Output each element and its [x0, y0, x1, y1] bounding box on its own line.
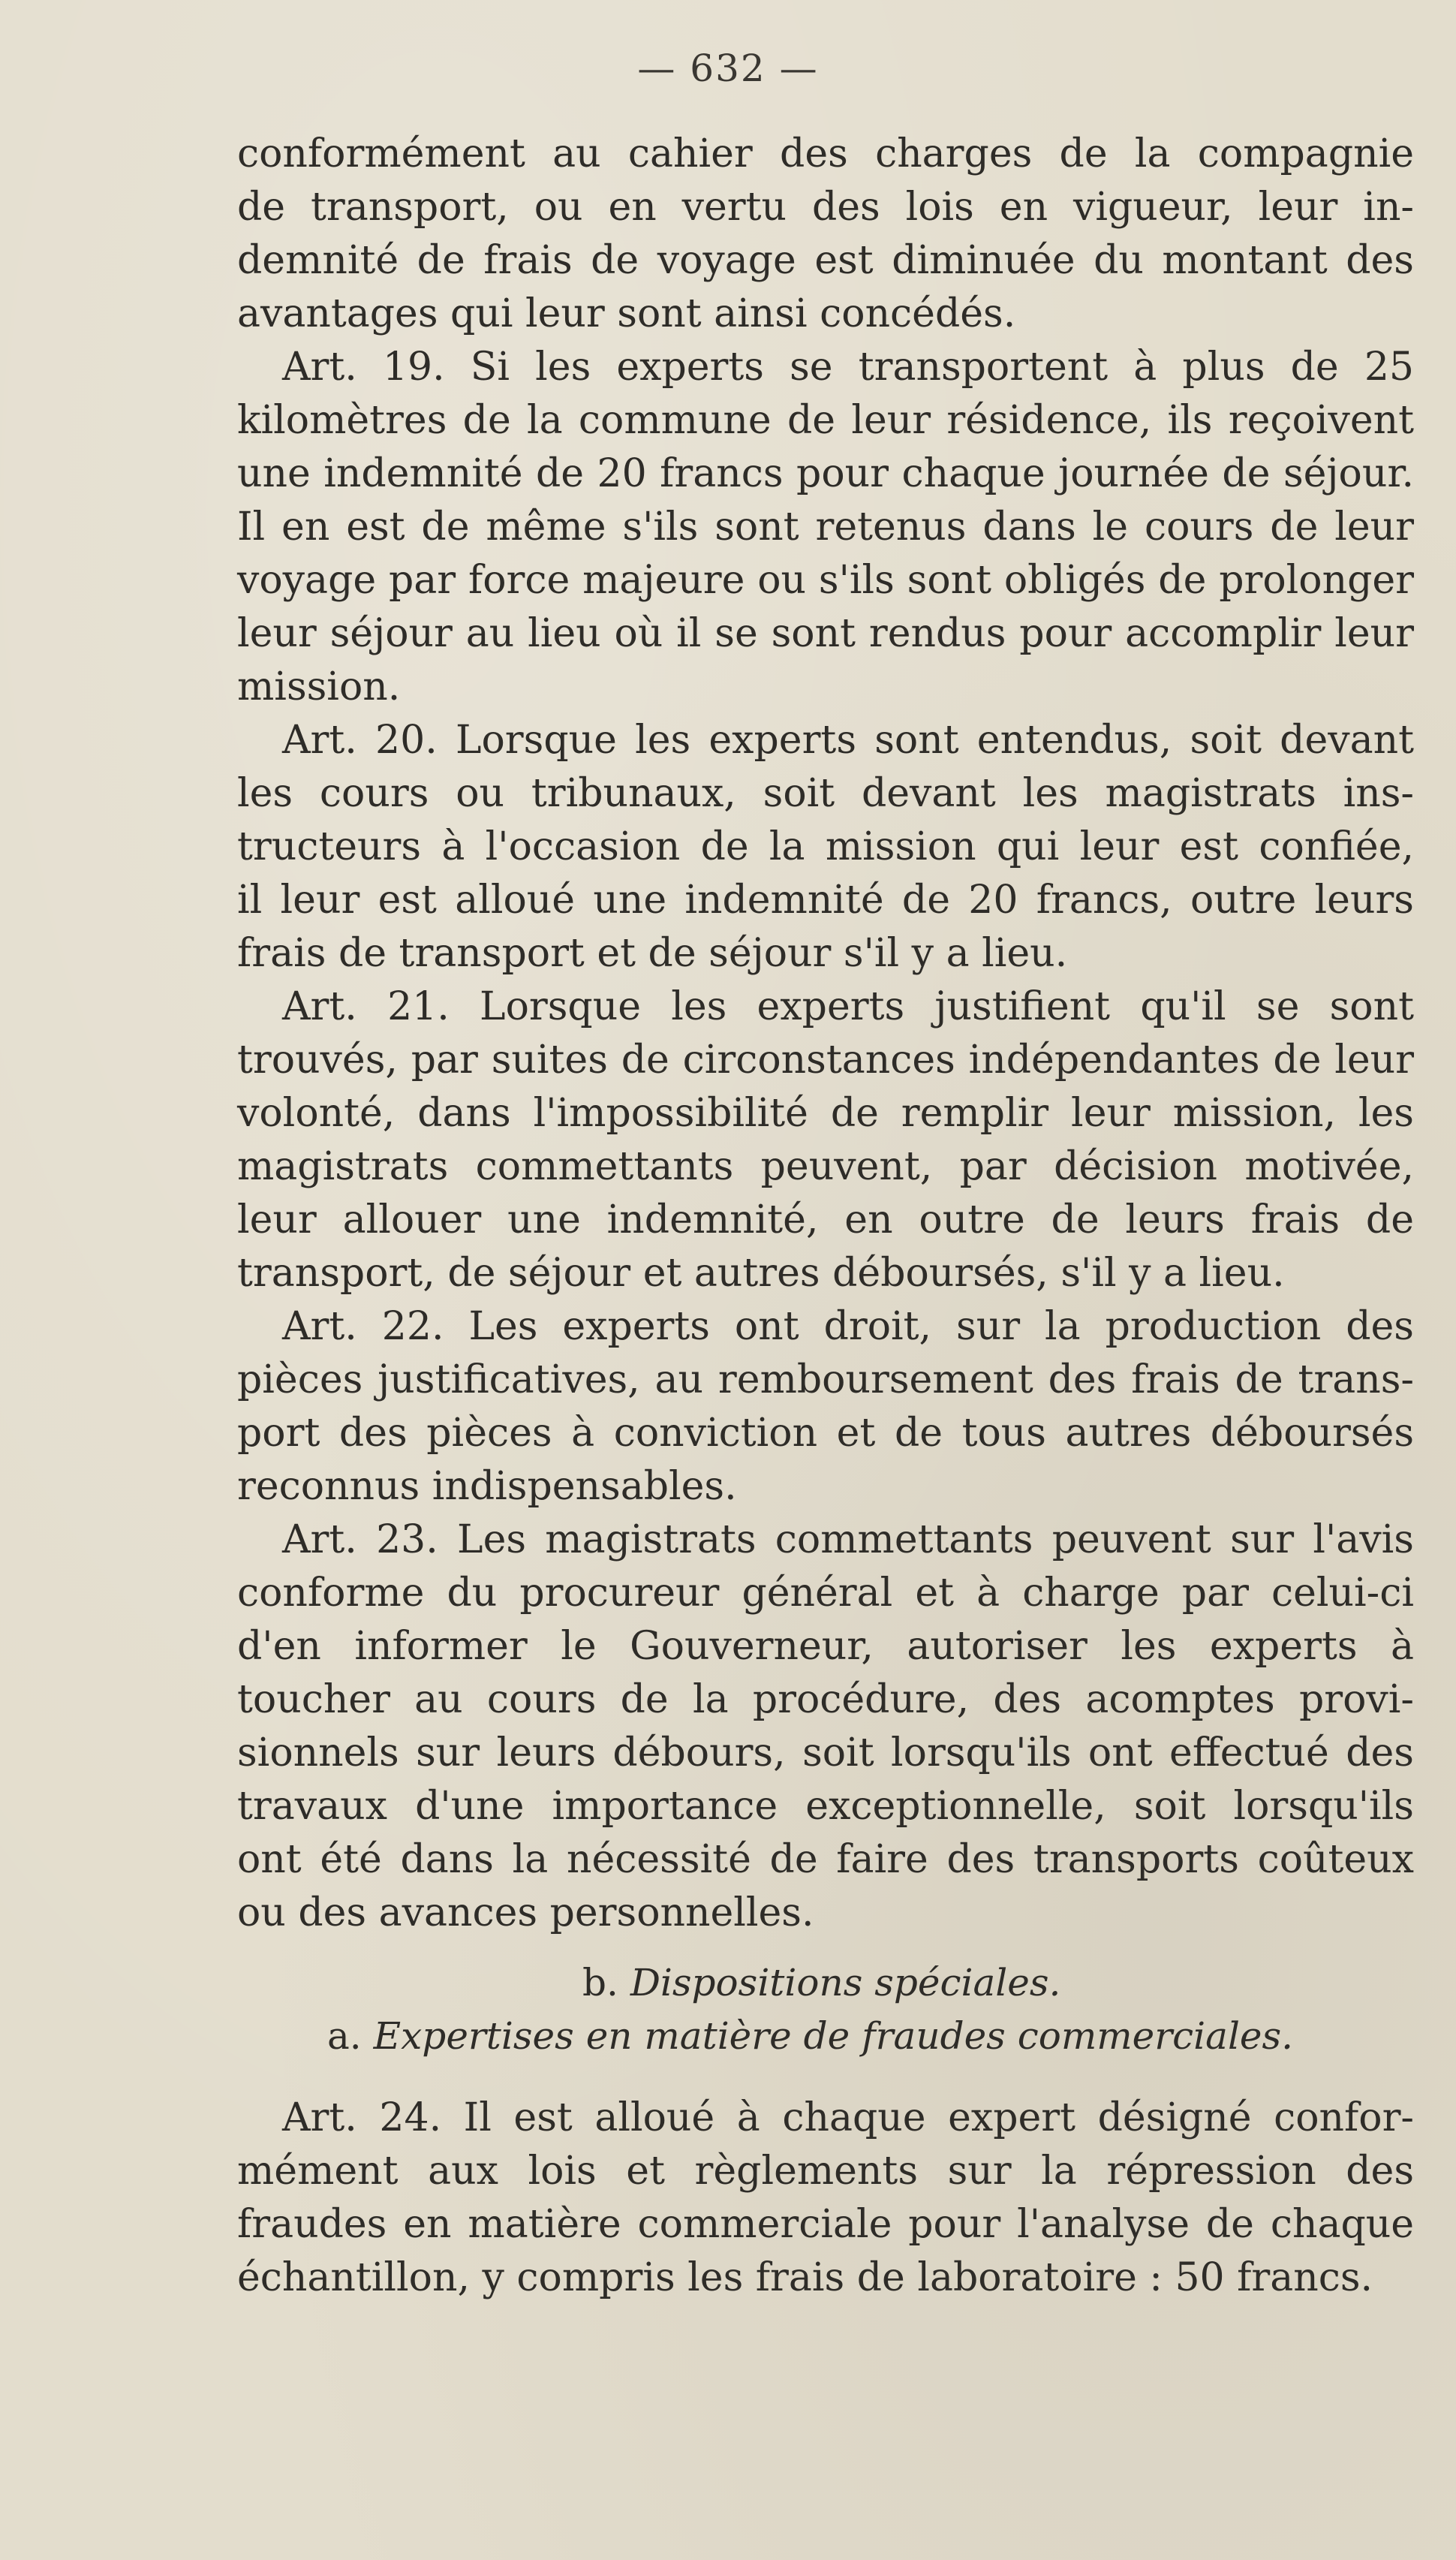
article-22 [237, 1300, 1414, 1513]
article-20 [237, 714, 1414, 980]
text-line: tructeurs à l'occasion de la mission qui leur est confiée, [237, 824, 1414, 869]
article-19 [237, 341, 1414, 714]
text-line: reconnus indispensables. [237, 1464, 737, 1509]
page-number: — 632 — [637, 47, 819, 90]
text-line: avantages qui leur sont ainsi concédés. [237, 291, 1016, 336]
section-title: Expertises en matière de fraudes commerciales. [373, 2014, 1294, 2058]
text-line: travaux d'une importance exceptionnelle, soit lorsqu'ils [237, 1784, 1414, 1829]
text-line: port des pièces à conviction et de tous autres déboursés [237, 1411, 1414, 1456]
text-line: frais de transport et de séjour s'il y a lieu. [237, 931, 1068, 976]
section-title: Dispositions spéciales. [630, 1961, 1061, 2004]
text-line: Art. 21. Lorsque les experts justifient qu'il se sont [282, 984, 1414, 1029]
spacer [237, 2063, 1414, 2092]
text-line: de transport, ou en vertu des lois en vigueur, leur in- [237, 185, 1414, 230]
text-line: une indemnité de 20 francs pour chaque journée de séjour. [237, 451, 1414, 496]
text-line: Art. 23. Les magistrats commettants peuvent sur l'avis [282, 1517, 1414, 1562]
text-line: il leur est alloué une indemnité de 20 francs, outre leurs [237, 878, 1414, 923]
article-24 [237, 2092, 1414, 2305]
paragraph-intro [237, 128, 1414, 341]
section-heading-b [237, 1956, 1414, 2010]
text-line: Il en est de même s'ils sont retenus dans le cours de leur [237, 504, 1414, 550]
text-line: Art. 22. Les experts ont droit, sur la production des [282, 1304, 1414, 1349]
text-line: échantillon, y compris les frais de laboratoire : 50 francs. [237, 2255, 1373, 2300]
text-line: transport, de séjour et autres déboursés, s'il y a lieu. [237, 1251, 1285, 1296]
article-21 [237, 980, 1414, 1300]
text-line: trouvés, par suites de circonstances indépendantes de leur [237, 1038, 1414, 1083]
text-line: demnité de frais de voyage est diminuée du montant des [237, 238, 1414, 283]
text-line: Art. 24. Il est alloué à chaque expert désigné confor- [282, 2095, 1414, 2140]
text-line: conforme du procureur général et à charge par celui-ci [237, 1571, 1414, 1616]
text-line: Art. 19. Si les experts se transportent à plus de 25 [282, 345, 1414, 390]
section-mark: a. [327, 2014, 362, 2058]
text-line: pièces justificatives, au remboursement des frais de trans- [237, 1357, 1414, 1402]
text-line: volonté, dans l'impossibilité de remplir leur mission, les [237, 1091, 1414, 1136]
section-heading-a [237, 2010, 1414, 2063]
text-line: magistrats commettants peuvent, par décision motivée, [237, 1144, 1414, 1189]
text-line: mission. [237, 664, 401, 709]
text-line: fraudes en matière commerciale pour l'analyse de chaque [237, 2202, 1414, 2247]
text-line: mément aux lois et règlements sur la répression des [237, 2149, 1414, 2194]
text-line: les cours ou tribunaux, soit devant les magistrats ins- [237, 771, 1414, 816]
section-mark: b. [582, 1961, 618, 2004]
text-line: conformément au cahier des charges de la compagnie [237, 131, 1414, 176]
text-line: Art. 20. Lorsque les experts sont entendus, soit devant [282, 718, 1414, 763]
article-23 [237, 1513, 1414, 1940]
text-line: voyage par force majeure ou s'ils sont obligés de prolonger [237, 558, 1414, 603]
text-line: toucher au cours de la procédure, des acomptes provi- [237, 1677, 1414, 1722]
text-line: sionnels sur leurs débours, soit lorsqu'ils ont effectué des [237, 1730, 1414, 1775]
text-line: ou des avances personnelles. [237, 1890, 814, 1935]
text-line: leur allouer une indemnité, en outre de leurs frais de [237, 1197, 1414, 1242]
text-body [237, 128, 1414, 2305]
text-line: leur séjour au lieu où il se sont rendus pour accomplir leur [237, 611, 1414, 656]
text-line: ont été dans la nécessité de faire des transports coûteux [237, 1837, 1414, 1882]
text-line: kilomètres de la commune de leur résidence, ils reçoivent [237, 398, 1414, 443]
text-line: d'en informer le Gouverneur, autoriser les experts à [237, 1624, 1414, 1669]
